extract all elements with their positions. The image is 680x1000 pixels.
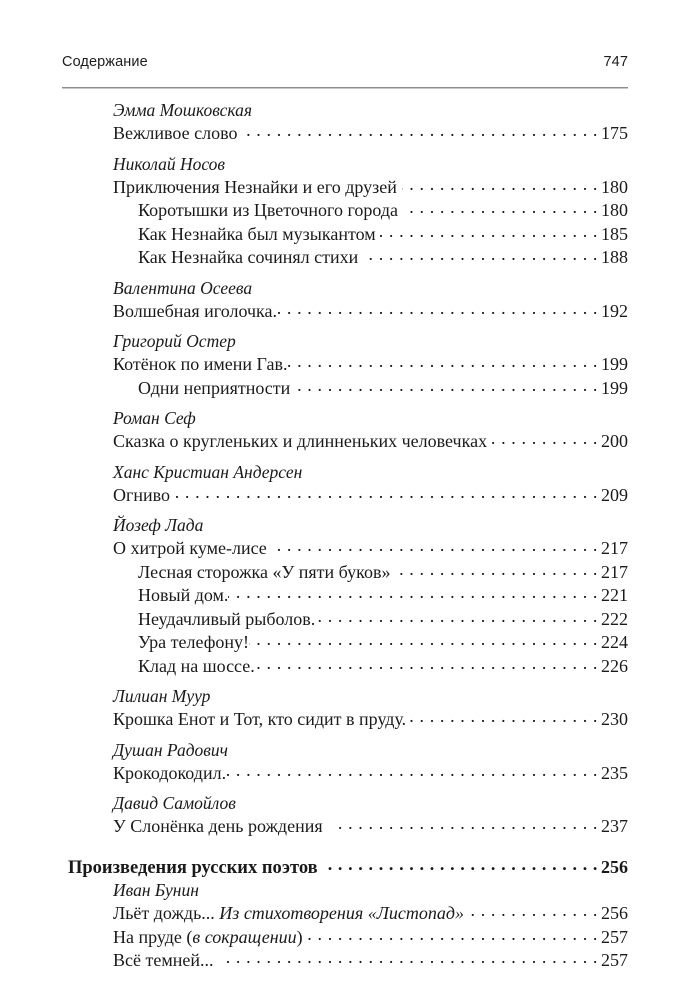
toc-part-heading-row <box>0 855 680 881</box>
folio-page-number: 747 <box>603 54 628 70</box>
toc-author-group <box>0 462 680 507</box>
toc-entry[interactable] <box>0 222 680 246</box>
toc-entry[interactable] <box>0 901 680 925</box>
dot-leader <box>492 429 598 447</box>
toc-entry[interactable] <box>0 121 680 145</box>
toc-entry-page-number: 199 <box>601 377 628 398</box>
toc-entry-title: Лесная сторожка «У пяти буков» <box>138 561 391 582</box>
toc-entry-page-number: 221 <box>601 585 628 605</box>
toc-entry-title: На пруде (в сокращении) <box>113 926 303 947</box>
toc-entry-title: О хитрой куме-лисе <box>113 538 267 558</box>
toc-entry-title: Как Незнайка сочинял стихи <box>138 247 359 267</box>
toc-author-group <box>0 331 680 399</box>
dot-leader <box>402 175 598 193</box>
toc-entry-page-number: 185 <box>601 223 628 244</box>
toc-entry[interactable] <box>0 376 680 400</box>
toc-entry-title: Крошка Енот и Тот, кто сидит в пруду. <box>113 709 407 729</box>
toc-author-group <box>0 100 680 145</box>
toc-entry-title: Вежливое слово <box>113 123 238 143</box>
toc-author-name: Душан Радович <box>113 739 228 760</box>
dot-leader <box>395 560 598 578</box>
toc-author-group <box>0 880 680 972</box>
toc-entry[interactable] <box>0 630 680 654</box>
dot-leader <box>272 536 598 554</box>
toc-entry[interactable] <box>0 925 680 949</box>
toc-entry[interactable] <box>0 607 680 631</box>
toc-part-section <box>0 855 680 972</box>
page-title: Содержание <box>62 54 148 70</box>
toc-entry-title: Как Незнайка был музыкантом <box>138 223 376 244</box>
dot-leader <box>249 630 598 648</box>
toc-author-name: Николай Носов <box>113 153 226 174</box>
toc-entry-page-number: 217 <box>601 561 628 582</box>
dot-leader <box>277 299 598 317</box>
toc-entry-page-number: 209 <box>601 484 628 505</box>
toc-entry-title: Крокодокодил. <box>113 762 227 783</box>
toc-author-name: Григорий Остер <box>113 331 236 351</box>
toc-entry-title: Новый дом. <box>138 585 229 605</box>
toc-entry[interactable] <box>0 948 680 972</box>
toc-entry-title: Всё темней... <box>113 950 214 970</box>
toc-entry[interactable] <box>0 583 680 607</box>
toc-entry-title: Льёт дождь... Из стихотворения «Листопад» <box>113 903 464 923</box>
toc-entry-page-number: 200 <box>601 431 628 451</box>
toc-entry[interactable] <box>0 707 680 731</box>
dot-leader <box>295 376 598 394</box>
toc-group-list <box>0 100 680 838</box>
toc-entry[interactable] <box>0 352 680 376</box>
toc-entry[interactable] <box>0 814 680 838</box>
toc-part-group-list <box>0 880 680 972</box>
dot-leader <box>376 222 598 240</box>
toc-author-group <box>0 154 680 269</box>
toc-entry-page-number: 180 <box>601 200 628 220</box>
toc-author-name: Валентина Осеева <box>113 277 253 298</box>
toc-entry-page-number: 180 <box>601 176 628 197</box>
toc-entry[interactable] <box>0 560 680 584</box>
toc-entry-page-number: 175 <box>601 123 628 143</box>
toc-entry-page-number: 237 <box>601 816 628 836</box>
dot-leader <box>226 761 598 779</box>
toc-author-name: Роман Сеф <box>113 408 196 428</box>
dot-leader <box>469 901 598 919</box>
toc-entry-title: Произведения русских поэтов <box>68 858 318 878</box>
toc-entry-title: У Слонёнка день рождения <box>113 816 323 836</box>
toc-entry[interactable] <box>0 536 680 560</box>
toc-entry-page-number: 256 <box>601 903 628 923</box>
toc-part-entry[interactable] <box>0 855 680 881</box>
toc-entry[interactable] <box>0 654 680 678</box>
toc-entry[interactable] <box>0 198 680 222</box>
running-header <box>62 54 628 78</box>
toc-entry-page-number: 230 <box>601 709 628 729</box>
toc-author-group <box>0 686 680 731</box>
toc-entry-title: Клад на шоссе. <box>138 655 255 676</box>
toc-entry-title: Волшебная иголочка. <box>113 300 278 321</box>
toc-entry-title: Котёнок по имени Гав. <box>113 354 288 374</box>
toc-entry-title: Приключения Незнайки и его друзей <box>113 176 397 197</box>
toc-entry[interactable] <box>0 245 680 269</box>
toc-author-group <box>0 408 680 453</box>
toc-author-name: Давид Самойлов <box>113 793 236 813</box>
dot-leader <box>363 245 598 263</box>
toc-author-name: Эмма Мошковская <box>113 100 253 120</box>
table-of-contents <box>0 100 680 981</box>
dot-leader <box>287 352 598 370</box>
toc-author-name: Иван Бунин <box>113 880 199 900</box>
dot-leader <box>315 607 598 625</box>
toc-entry-page-number: 217 <box>601 538 628 558</box>
toc-author-name: Лилиан Муур <box>113 686 211 706</box>
toc-author-group <box>0 515 680 677</box>
dot-leader <box>333 814 598 832</box>
toc-entry-page-number: 192 <box>601 300 628 321</box>
toc-entry-title: Неудачливый рыболов. <box>138 608 316 629</box>
toc-entry-title: Одни неприятности <box>138 377 291 398</box>
toc-author-name: Йозеф Лада <box>113 515 204 535</box>
toc-entry-page-number: 188 <box>601 247 628 267</box>
toc-entry-title: Коротышки из Цветочного города <box>138 200 399 220</box>
dot-leader <box>303 925 598 943</box>
toc-entry-title: Сказка о кругленьких и длинненьких человечках <box>113 431 488 451</box>
toc-author-group <box>0 793 680 838</box>
dot-leader <box>242 121 598 139</box>
toc-entry[interactable] <box>0 483 680 507</box>
toc-entry-page-number: 257 <box>601 926 628 947</box>
dot-leader <box>403 198 598 216</box>
toc-author-group <box>0 740 680 785</box>
toc-entry-page-number: 222 <box>601 608 628 629</box>
toc-entry-page-number: 235 <box>601 762 628 783</box>
dot-leader <box>323 855 598 874</box>
toc-entry-page-number: 257 <box>601 950 628 970</box>
dot-leader <box>406 707 598 725</box>
dot-leader <box>228 583 598 601</box>
toc-entry-page-number: 199 <box>601 354 628 374</box>
header-divider-rule <box>62 87 628 89</box>
dot-leader <box>255 654 598 672</box>
dot-leader <box>175 483 598 501</box>
toc-entry-page-number: 224 <box>601 632 628 652</box>
toc-author-name: Ханс Кристиан Андерсен <box>113 461 303 482</box>
toc-entry-page-number: 226 <box>601 655 628 676</box>
toc-entry-title: Огниво <box>113 484 171 505</box>
toc-entry[interactable] <box>0 429 680 453</box>
toc-entry[interactable] <box>0 299 680 323</box>
toc-author-group <box>0 278 680 323</box>
toc-entry-title: Ура телефону! <box>138 632 249 652</box>
dot-leader <box>224 948 599 966</box>
toc-entry[interactable] <box>0 761 680 785</box>
toc-entry-page-number: 256 <box>601 857 628 877</box>
toc-entry[interactable] <box>0 175 680 199</box>
